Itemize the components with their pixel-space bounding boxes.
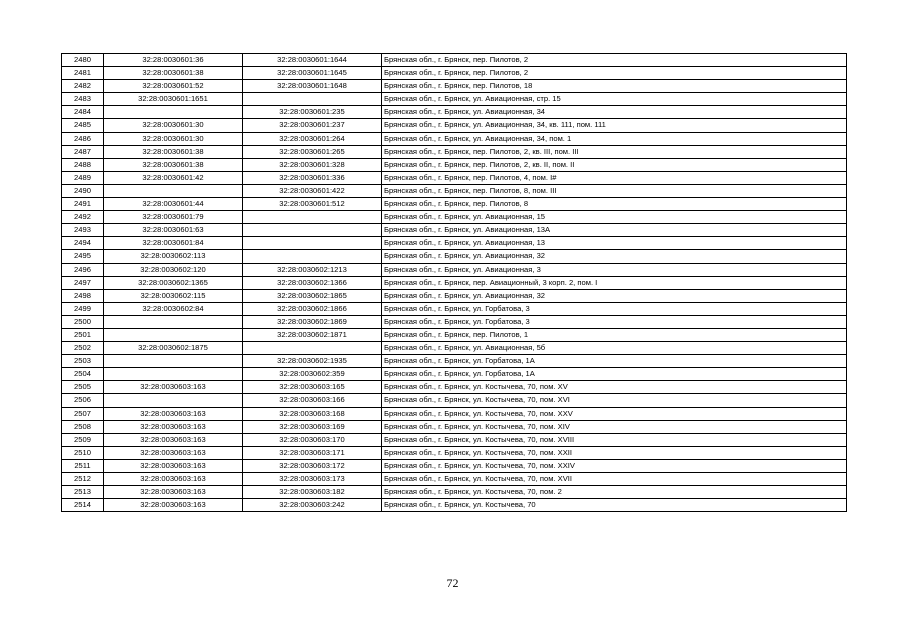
table-row bbox=[62, 224, 847, 237]
object-cadastral-number-cell: 32:28:0030601:1644 bbox=[243, 54, 382, 67]
row-number-cell: 2490 bbox=[62, 184, 104, 197]
object-cadastral-number-cell bbox=[243, 93, 382, 106]
address-cell: Брянская обл., г. Брянск, ул. Костычева, 70, пом. XVI bbox=[382, 394, 847, 407]
address-cell: Брянская обл., г. Брянск, ул. Авиационная, 34, пом. 1 bbox=[382, 132, 847, 145]
address-cell: Брянская обл., г. Брянск, ул. Костычева, 70, пом. XV bbox=[382, 381, 847, 394]
object-cadastral-number-cell: 32:28:0030602:359 bbox=[243, 368, 382, 381]
address-cell: Брянская обл., г. Брянск, пер. Пилотов, 4, пом. I# bbox=[382, 171, 847, 184]
address-cell: Брянская обл., г. Брянск, пер. Пилотов, 2, кв. III, пом. III bbox=[382, 145, 847, 158]
table-row bbox=[62, 171, 847, 184]
object-cadastral-number-cell: 32:28:0030601:336 bbox=[243, 171, 382, 184]
cadastral-number-cell: 32:28:0030602:1365 bbox=[104, 276, 243, 289]
row-number-cell: 2500 bbox=[62, 315, 104, 328]
address-cell: Брянская обл., г. Брянск, ул. Костычева, 70, пом. XIV bbox=[382, 420, 847, 433]
cadastral-number-cell: 32:28:0030602:120 bbox=[104, 263, 243, 276]
object-cadastral-number-cell: 32:28:0030601:1648 bbox=[243, 80, 382, 93]
address-cell: Брянская обл., г. Брянск, пер. Пилотов, 2, кв. II, пом. II bbox=[382, 158, 847, 171]
object-cadastral-number-cell bbox=[243, 237, 382, 250]
cadastral-number-cell: 32:28:0030601:36 bbox=[104, 54, 243, 67]
cadastral-number-cell: 32:28:0030601:52 bbox=[104, 80, 243, 93]
address-cell: Брянская обл., г. Брянск, ул. Авиационная, 32 bbox=[382, 250, 847, 263]
address-cell: Брянская обл., г. Брянск, пер. Авиационный, 3 корп. 2, пом. I bbox=[382, 276, 847, 289]
cadastral-number-cell: 32:28:0030601:30 bbox=[104, 132, 243, 145]
cadastral-number-cell: 32:28:0030603:163 bbox=[104, 420, 243, 433]
table-row bbox=[62, 198, 847, 211]
row-number-cell: 2507 bbox=[62, 407, 104, 420]
row-number-cell: 2506 bbox=[62, 394, 104, 407]
table-row bbox=[62, 54, 847, 67]
row-number-cell: 2487 bbox=[62, 145, 104, 158]
object-cadastral-number-cell bbox=[243, 224, 382, 237]
address-cell: Брянская обл., г. Брянск, пер. Пилотов, 8 bbox=[382, 198, 847, 211]
cadastral-number-cell bbox=[104, 394, 243, 407]
row-number-cell: 2482 bbox=[62, 80, 104, 93]
table-row bbox=[62, 276, 847, 289]
table-row bbox=[62, 328, 847, 341]
row-number-cell: 2481 bbox=[62, 67, 104, 80]
table-row bbox=[62, 145, 847, 158]
address-cell: Брянская обл., г. Брянск, ул. Горбатова, 1А bbox=[382, 368, 847, 381]
object-cadastral-number-cell: 32:28:0030601:512 bbox=[243, 198, 382, 211]
table-row bbox=[62, 355, 847, 368]
table-row bbox=[62, 342, 847, 355]
row-number-cell: 2496 bbox=[62, 263, 104, 276]
object-cadastral-number-cell: 32:28:0030601:328 bbox=[243, 158, 382, 171]
cadastral-number-cell: 32:28:0030602:1875 bbox=[104, 342, 243, 355]
cadastral-number-cell: 32:28:0030601:79 bbox=[104, 211, 243, 224]
row-number-cell: 2480 bbox=[62, 54, 104, 67]
cadastral-number-cell bbox=[104, 328, 243, 341]
address-cell: Брянская обл., г. Брянск, ул. Горбатова, 1А bbox=[382, 355, 847, 368]
cadastral-number-cell: 32:28:0030603:163 bbox=[104, 499, 243, 512]
cadastral-number-cell: 32:28:0030601:38 bbox=[104, 67, 243, 80]
row-number-cell: 2486 bbox=[62, 132, 104, 145]
row-number-cell: 2491 bbox=[62, 198, 104, 211]
row-number-cell: 2489 bbox=[62, 171, 104, 184]
row-number-cell: 2495 bbox=[62, 250, 104, 263]
cadastral-number-cell bbox=[104, 315, 243, 328]
row-number-cell: 2512 bbox=[62, 473, 104, 486]
registry-table bbox=[61, 53, 847, 512]
object-cadastral-number-cell: 32:28:0030603:171 bbox=[243, 446, 382, 459]
address-cell: Брянская обл., г. Брянск, ул. Авиационная, 13 bbox=[382, 237, 847, 250]
address-cell: Брянская обл., г. Брянск, ул. Авиационная, 3 bbox=[382, 263, 847, 276]
address-cell: Брянская обл., г. Брянск, пер. Пилотов, 8, пом. III bbox=[382, 184, 847, 197]
table-row bbox=[62, 250, 847, 263]
object-cadastral-number-cell: 32:28:0030602:1213 bbox=[243, 263, 382, 276]
row-number-cell: 2499 bbox=[62, 302, 104, 315]
row-number-cell: 2504 bbox=[62, 368, 104, 381]
table-row bbox=[62, 381, 847, 394]
table-row bbox=[62, 80, 847, 93]
row-number-cell: 2509 bbox=[62, 433, 104, 446]
cadastral-number-cell bbox=[104, 368, 243, 381]
cadastral-number-cell: 32:28:0030601:38 bbox=[104, 158, 243, 171]
row-number-cell: 2510 bbox=[62, 446, 104, 459]
table-row bbox=[62, 407, 847, 420]
object-cadastral-number-cell: 32:28:0030601:1645 bbox=[243, 67, 382, 80]
table-row bbox=[62, 158, 847, 171]
table-row bbox=[62, 473, 847, 486]
cadastral-number-cell: 32:28:0030603:163 bbox=[104, 433, 243, 446]
object-cadastral-number-cell: 32:28:0030602:1935 bbox=[243, 355, 382, 368]
row-number-cell: 2514 bbox=[62, 499, 104, 512]
address-cell: Брянская обл., г. Брянск, ул. Костычева, 70, пом. 2 bbox=[382, 486, 847, 499]
table-row bbox=[62, 119, 847, 132]
cadastral-number-cell: 32:28:0030601:1651 bbox=[104, 93, 243, 106]
row-number-cell: 2494 bbox=[62, 237, 104, 250]
row-number-cell: 2498 bbox=[62, 289, 104, 302]
object-cadastral-number-cell bbox=[243, 211, 382, 224]
object-cadastral-number-cell: 32:28:0030603:173 bbox=[243, 473, 382, 486]
table-row bbox=[62, 486, 847, 499]
row-number-cell: 2501 bbox=[62, 328, 104, 341]
object-cadastral-number-cell: 32:28:0030603:242 bbox=[243, 499, 382, 512]
table-row bbox=[62, 459, 847, 472]
address-cell: Брянская обл., г. Брянск, ул. Костычева, 70, пом. XXII bbox=[382, 446, 847, 459]
registry-table-body bbox=[62, 54, 847, 512]
table-row bbox=[62, 433, 847, 446]
cadastral-number-cell: 32:28:0030602:113 bbox=[104, 250, 243, 263]
cadastral-number-cell bbox=[104, 106, 243, 119]
table-row bbox=[62, 184, 847, 197]
object-cadastral-number-cell: 32:28:0030603:168 bbox=[243, 407, 382, 420]
table-row bbox=[62, 446, 847, 459]
table-row bbox=[62, 132, 847, 145]
address-cell: Брянская обл., г. Брянск, ул. Горбатова, 3 bbox=[382, 302, 847, 315]
address-cell: Брянская обл., г. Брянск, ул. Авиационная, 5б bbox=[382, 342, 847, 355]
object-cadastral-number-cell bbox=[243, 250, 382, 263]
row-number-cell: 2511 bbox=[62, 459, 104, 472]
cadastral-number-cell: 32:28:0030603:163 bbox=[104, 407, 243, 420]
cadastral-number-cell: 32:28:0030603:163 bbox=[104, 473, 243, 486]
address-cell: Брянская обл., г. Брянск, пер. Пилотов, 18 bbox=[382, 80, 847, 93]
object-cadastral-number-cell: 32:28:0030602:1865 bbox=[243, 289, 382, 302]
cadastral-number-cell bbox=[104, 355, 243, 368]
object-cadastral-number-cell: 32:28:0030603:166 bbox=[243, 394, 382, 407]
object-cadastral-number-cell: 32:28:0030603:170 bbox=[243, 433, 382, 446]
table-row bbox=[62, 499, 847, 512]
row-number-cell: 2497 bbox=[62, 276, 104, 289]
address-cell: Брянская обл., г. Брянск, ул. Горбатова, 3 bbox=[382, 315, 847, 328]
cadastral-number-cell: 32:28:0030603:163 bbox=[104, 381, 243, 394]
table-row bbox=[62, 315, 847, 328]
address-cell: Брянская обл., г. Брянск, ул. Авиационная, стр. 15 bbox=[382, 93, 847, 106]
address-cell: Брянская обл., г. Брянск, ул. Авиационная, 34 bbox=[382, 106, 847, 119]
page-number: 72 bbox=[446, 576, 459, 590]
object-cadastral-number-cell: 32:28:0030601:422 bbox=[243, 184, 382, 197]
address-cell: Брянская обл., г. Брянск, ул. Авиационная, 13А bbox=[382, 224, 847, 237]
object-cadastral-number-cell: 32:28:0030603:169 bbox=[243, 420, 382, 433]
address-cell: Брянская обл., г. Брянск, ул. Авиационная, 34, кв. 111, пом. 111 bbox=[382, 119, 847, 132]
address-cell: Брянская обл., г. Брянск, ул. Костычева, 70, пом. XXIV bbox=[382, 459, 847, 472]
table-row bbox=[62, 106, 847, 119]
cadastral-number-cell: 32:28:0030601:42 bbox=[104, 171, 243, 184]
object-cadastral-number-cell: 32:28:0030601:264 bbox=[243, 132, 382, 145]
cadastral-number-cell: 32:28:0030603:163 bbox=[104, 486, 243, 499]
cadastral-number-cell: 32:28:0030602:115 bbox=[104, 289, 243, 302]
row-number-cell: 2484 bbox=[62, 106, 104, 119]
address-cell: Брянская обл., г. Брянск, ул. Авиационная, 32 bbox=[382, 289, 847, 302]
table-row bbox=[62, 237, 847, 250]
row-number-cell: 2513 bbox=[62, 486, 104, 499]
address-cell: Брянская обл., г. Брянск, пер. Пилотов, 2 bbox=[382, 54, 847, 67]
object-cadastral-number-cell: 32:28:0030601:237 bbox=[243, 119, 382, 132]
object-cadastral-number-cell: 32:28:0030603:165 bbox=[243, 381, 382, 394]
object-cadastral-number-cell: 32:28:0030602:1869 bbox=[243, 315, 382, 328]
object-cadastral-number-cell: 32:28:0030603:172 bbox=[243, 459, 382, 472]
cadastral-number-cell bbox=[104, 184, 243, 197]
cadastral-number-cell: 32:28:0030601:84 bbox=[104, 237, 243, 250]
row-number-cell: 2502 bbox=[62, 342, 104, 355]
row-number-cell: 2485 bbox=[62, 119, 104, 132]
row-number-cell: 2508 bbox=[62, 420, 104, 433]
table-row bbox=[62, 302, 847, 315]
table-row bbox=[62, 394, 847, 407]
address-cell: Брянская обл., г. Брянск, ул. Костычева, 70 bbox=[382, 499, 847, 512]
cadastral-number-cell: 32:28:0030601:38 bbox=[104, 145, 243, 158]
cadastral-number-cell: 32:28:0030602:84 bbox=[104, 302, 243, 315]
table-row bbox=[62, 263, 847, 276]
row-number-cell: 2493 bbox=[62, 224, 104, 237]
table-row bbox=[62, 420, 847, 433]
address-cell: Брянская обл., г. Брянск, пер. Пилотов, 2 bbox=[382, 67, 847, 80]
address-cell: Брянская обл., г. Брянск, ул. Костычева, 70, пом. XVII bbox=[382, 473, 847, 486]
object-cadastral-number-cell bbox=[243, 342, 382, 355]
cadastral-number-cell: 32:28:0030601:30 bbox=[104, 119, 243, 132]
row-number-cell: 2505 bbox=[62, 381, 104, 394]
cadastral-number-cell: 32:28:0030601:63 bbox=[104, 224, 243, 237]
table-row bbox=[62, 368, 847, 381]
table-row bbox=[62, 93, 847, 106]
table-row bbox=[62, 67, 847, 80]
row-number-cell: 2503 bbox=[62, 355, 104, 368]
address-cell: Брянская обл., г. Брянск, ул. Костычева, 70, пом. XVIII bbox=[382, 433, 847, 446]
object-cadastral-number-cell: 32:28:0030602:1366 bbox=[243, 276, 382, 289]
cadastral-number-cell: 32:28:0030601:44 bbox=[104, 198, 243, 211]
row-number-cell: 2483 bbox=[62, 93, 104, 106]
table-row bbox=[62, 289, 847, 302]
row-number-cell: 2488 bbox=[62, 158, 104, 171]
row-number-cell: 2492 bbox=[62, 211, 104, 224]
object-cadastral-number-cell: 32:28:0030603:182 bbox=[243, 486, 382, 499]
address-cell: Брянская обл., г. Брянск, ул. Авиационная, 15 bbox=[382, 211, 847, 224]
object-cadastral-number-cell: 32:28:0030602:1871 bbox=[243, 328, 382, 341]
object-cadastral-number-cell: 32:28:0030601:265 bbox=[243, 145, 382, 158]
table-row bbox=[62, 211, 847, 224]
address-cell: Брянская обл., г. Брянск, пер. Пилотов, 1 bbox=[382, 328, 847, 341]
object-cadastral-number-cell: 32:28:0030601:235 bbox=[243, 106, 382, 119]
object-cadastral-number-cell: 32:28:0030602:1866 bbox=[243, 302, 382, 315]
address-cell: Брянская обл., г. Брянск, ул. Костычева, 70, пом. XXV bbox=[382, 407, 847, 420]
cadastral-number-cell: 32:28:0030603:163 bbox=[104, 446, 243, 459]
cadastral-number-cell: 32:28:0030603:163 bbox=[104, 459, 243, 472]
